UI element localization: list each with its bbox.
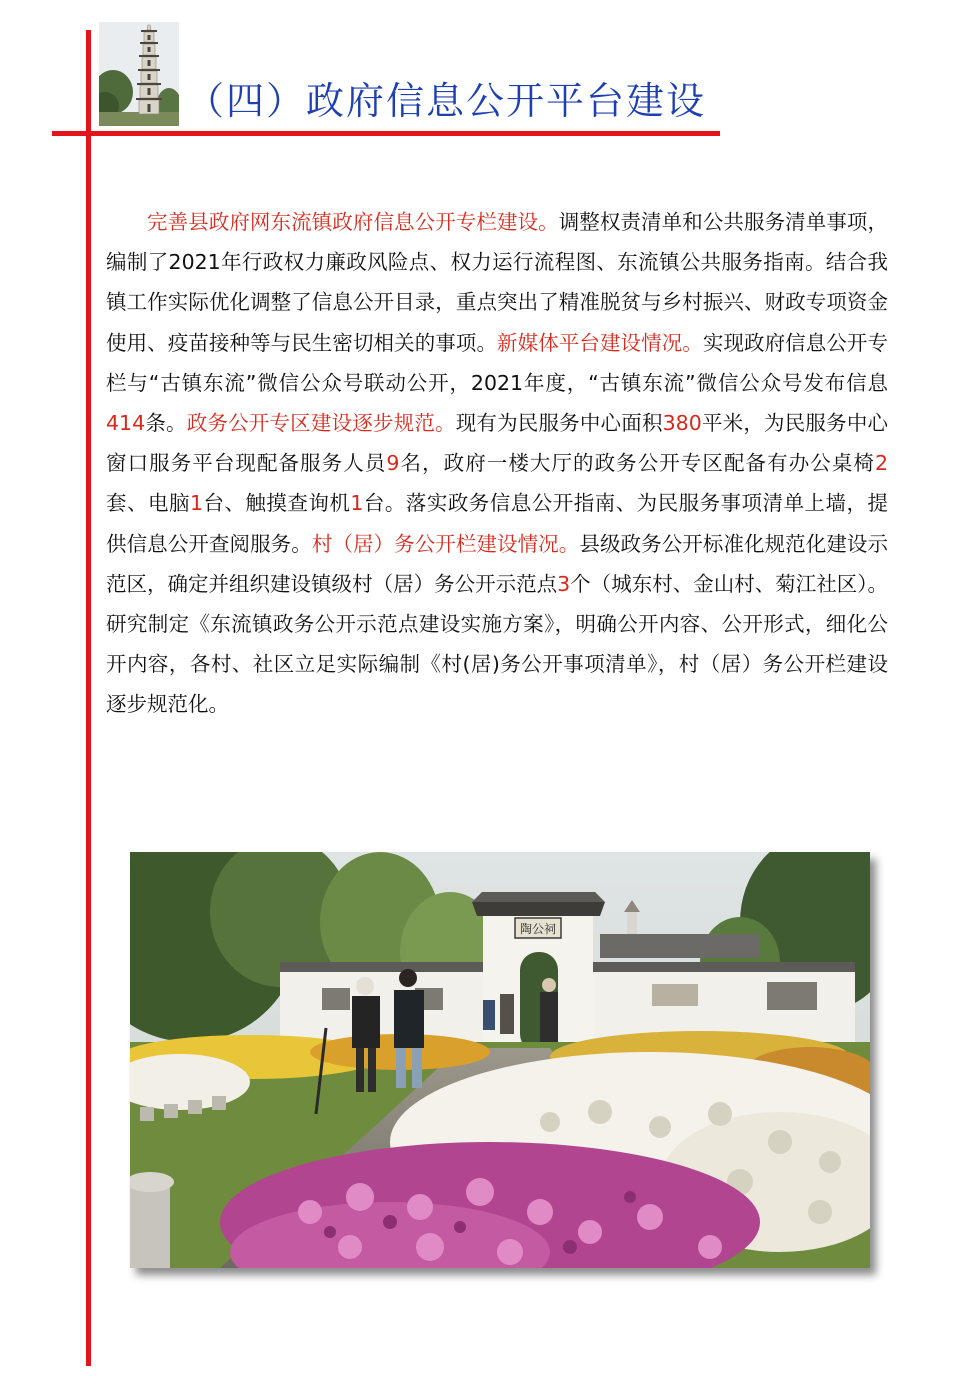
gate-plaque-text: 陶公祠 — [519, 922, 557, 936]
page-title: （四）政府信息公开平台建设 — [186, 79, 707, 123]
body-text-3c: 名，政府一楼大厅的政务公开专区配备有办公桌椅 — [399, 451, 875, 476]
number-computers: 1 — [189, 491, 203, 516]
number-desks: 2 — [874, 451, 889, 476]
body-text-4a: 县级政务公开标准化规范化建设示范区，确定并组织建设镇级村（居）务公开示范点 — [106, 531, 889, 596]
vertical-red-rule — [86, 30, 91, 1366]
number-staff: 9 — [386, 451, 400, 476]
horizontal-red-rule — [52, 131, 720, 136]
pagoda-thumbnail — [99, 22, 179, 126]
garden-photo — [130, 852, 870, 1268]
body-text-3d: 套、电脑 — [106, 491, 190, 516]
body-text-3b: 平米，为民服务中心窗口服务平台现配备服务人员 — [106, 411, 889, 476]
body-text-3a: 现有为民服务中心面积 — [455, 411, 663, 436]
body-text-4b: 个（城东村、金山村、菊江社区）。研究制定《东流镇政务公开示范点建设实施方案》，明确公开内容、公开形式，细化公开内容，各村、社区立足实际编制《村(居)务公开事项清单》，村（居）务公开栏建设逐步规范化。 — [106, 571, 889, 717]
number-posts: 414 — [106, 411, 146, 436]
number-kiosks: 1 — [350, 491, 364, 516]
number-sites: 3 — [557, 571, 571, 596]
heading-website-column: 完善县政府网东流镇政府信息公开专栏建设。 — [147, 210, 559, 234]
heading-new-media: 新媒体平台建设情况。 — [497, 330, 703, 355]
body-text-2a: 实现政府信息公开专栏与“古镇东流”微信公众号联动公开，2021年度，“古镇东流”微信公众号发布信息 — [106, 330, 889, 395]
number-area: 380 — [662, 411, 702, 436]
article-body — [106, 202, 888, 725]
body-text-1: 调整权责清单和公共服务清单事项，编制了2021年行政权力廉政风险点、权力运行流程图、东流镇公共服务指南。结合我镇工作实际优化调整了信息公开目录，重点突出了精准脱贫与乡村振兴、财政专项资金使用、疫苗接种等与民生密切相关的事项。 — [106, 210, 889, 355]
heading-service-area: 政务公开专区建设逐步规范。 — [186, 411, 456, 436]
body-text-3f: 台。落实政务信息公开指南、为民服务事项清单上墙，提供信息公开查阅服务。 — [106, 491, 889, 556]
heading-village-board: 村（居）务公开栏建设情况。 — [311, 531, 580, 556]
body-text-3e: 台、触摸查询机 — [202, 491, 351, 516]
body-text-2b: 条。 — [145, 411, 187, 436]
